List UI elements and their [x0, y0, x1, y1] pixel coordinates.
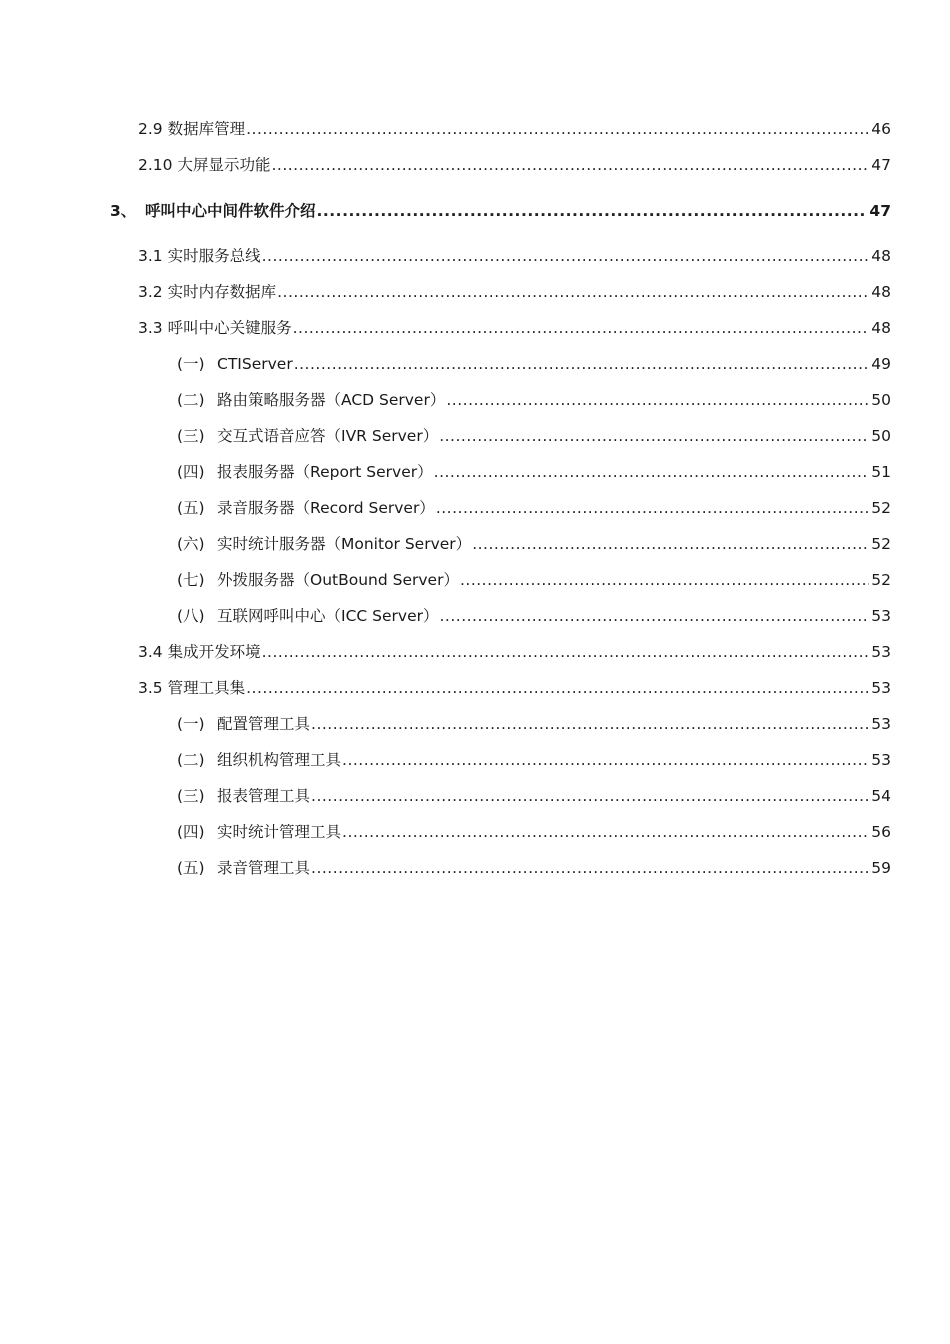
- dot-leader: [262, 642, 870, 662]
- toc-number: (五): [177, 859, 205, 877]
- toc-title: 呼叫中心关键服务: [167, 319, 292, 337]
- toc-number: 3、: [110, 202, 137, 220]
- toc-entry-3-4[interactable]: [138, 638, 891, 662]
- toc-title: 呼叫中心中间件软件介绍: [145, 202, 316, 220]
- toc-number: (二): [177, 751, 205, 769]
- dot-leader: [446, 390, 869, 410]
- toc-number: (四): [177, 823, 205, 841]
- toc-number: 3.5: [138, 679, 163, 697]
- dot-leader: [342, 822, 869, 842]
- dot-leader: [460, 570, 869, 590]
- dot-leader: [317, 201, 868, 221]
- toc-entry-3-5-4[interactable]: [177, 818, 891, 842]
- toc-page-number: 52: [871, 535, 891, 553]
- toc-number: 3.4: [138, 643, 163, 661]
- toc-title: 互联网呼叫中心（ICC Server）: [217, 607, 439, 625]
- dot-leader: [271, 155, 869, 175]
- toc-number: 3.2: [138, 283, 163, 301]
- toc-title: 交互式语音应答（IVR Server）: [217, 427, 439, 445]
- dot-leader: [293, 318, 870, 338]
- toc-title: 报表管理工具: [217, 787, 311, 805]
- toc-number: 2.10: [138, 156, 173, 174]
- toc-number: (二): [177, 391, 205, 409]
- toc-entry-3-3-2[interactable]: [177, 386, 891, 410]
- toc-page-number: 59: [871, 859, 891, 877]
- toc-number: 3.3: [138, 319, 163, 337]
- toc-page-number: 49: [871, 355, 891, 373]
- toc-number: (一): [177, 355, 205, 373]
- dot-leader: [246, 119, 869, 139]
- dot-leader: [434, 462, 870, 482]
- toc-entry-2-10[interactable]: [138, 151, 891, 175]
- toc-number: (七): [177, 571, 205, 589]
- toc-page-number: 50: [871, 391, 891, 409]
- toc-page-number: 56: [871, 823, 891, 841]
- toc-title: 路由策略服务器（ACD Server）: [217, 391, 446, 409]
- toc-entry-3-5-2[interactable]: [177, 746, 891, 770]
- toc-title: 实时统计管理工具: [217, 823, 342, 841]
- toc-title: 报表服务器（Report Server）: [217, 463, 433, 481]
- toc-page-number: 53: [871, 679, 891, 697]
- toc-title: 录音管理工具: [217, 859, 311, 877]
- toc-page-number: 53: [871, 607, 891, 625]
- toc-entry-3-3[interactable]: [138, 314, 891, 338]
- toc-page-number: 54: [871, 787, 891, 805]
- toc-title: 集成开发环境: [167, 643, 261, 661]
- toc-number: (一): [177, 715, 205, 733]
- toc-title: 实时内存数据库: [167, 283, 277, 301]
- toc-page-number: 53: [871, 643, 891, 661]
- dot-leader: [439, 606, 869, 626]
- toc-title: CTIServer: [217, 355, 293, 373]
- dot-leader: [311, 858, 869, 878]
- toc-title: 外拨服务器（OutBound Server）: [217, 571, 459, 589]
- toc-page-number: 47: [869, 202, 891, 220]
- toc-page-number: 48: [871, 283, 891, 301]
- toc-number: (八): [177, 607, 205, 625]
- toc-page-number: 46: [871, 120, 891, 138]
- toc-page-number: 50: [871, 427, 891, 445]
- dot-leader: [262, 246, 870, 266]
- dot-leader: [436, 498, 869, 518]
- toc-entry-chapter-3[interactable]: [110, 197, 891, 221]
- toc-number: (三): [177, 427, 205, 445]
- toc-title: 配置管理工具: [217, 715, 311, 733]
- toc-page-number: 48: [871, 247, 891, 265]
- toc-title: 实时统计服务器（Monitor Server）: [217, 535, 472, 553]
- toc-entry-3-3-3[interactable]: [177, 422, 891, 446]
- toc-title: 大屏显示功能: [177, 156, 271, 174]
- dot-leader: [439, 426, 869, 446]
- toc-title: 数据库管理: [167, 120, 246, 138]
- dot-leader: [311, 786, 869, 806]
- toc-entry-3-3-5[interactable]: [177, 494, 891, 518]
- toc-entry-3-3-4[interactable]: [177, 458, 891, 482]
- toc-entry-3-5-5[interactable]: [177, 854, 891, 878]
- toc-entry-3-3-6[interactable]: [177, 530, 891, 554]
- toc-page-number: 52: [871, 499, 891, 517]
- toc-entry-2-9[interactable]: [138, 115, 891, 139]
- toc-page-number: 52: [871, 571, 891, 589]
- toc-number: 3.1: [138, 247, 163, 265]
- toc-page-number: 51: [871, 463, 891, 481]
- toc-page-number: 47: [871, 156, 891, 174]
- toc-number: 2.9: [138, 120, 163, 138]
- dot-leader: [246, 678, 869, 698]
- toc-page-number: 53: [871, 751, 891, 769]
- toc-entry-3-3-1[interactable]: [177, 350, 891, 374]
- toc-page-number: 53: [871, 715, 891, 733]
- toc-entry-3-3-8[interactable]: [177, 602, 891, 626]
- toc-entry-3-2[interactable]: [138, 278, 891, 302]
- toc-page-number: 48: [871, 319, 891, 337]
- toc-number: (三): [177, 787, 205, 805]
- dot-leader: [342, 750, 869, 770]
- toc-title: 管理工具集: [167, 679, 246, 697]
- dot-leader: [277, 282, 869, 302]
- dot-leader: [472, 534, 869, 554]
- toc-number: (六): [177, 535, 205, 553]
- toc-entry-3-1[interactable]: [138, 242, 891, 266]
- toc-entry-3-5[interactable]: [138, 674, 891, 698]
- toc-number: (四): [177, 463, 205, 481]
- toc-entry-3-5-3[interactable]: [177, 782, 891, 806]
- toc-entry-3-3-7[interactable]: [177, 566, 891, 590]
- dot-leader: [311, 714, 869, 734]
- toc-title: 录音服务器（Record Server）: [217, 499, 435, 517]
- dot-leader: [294, 354, 870, 374]
- toc-entry-3-5-1[interactable]: [177, 710, 891, 734]
- toc-title: 实时服务总线: [167, 247, 261, 265]
- toc-number: (五): [177, 499, 205, 517]
- toc-title: 组织机构管理工具: [217, 751, 342, 769]
